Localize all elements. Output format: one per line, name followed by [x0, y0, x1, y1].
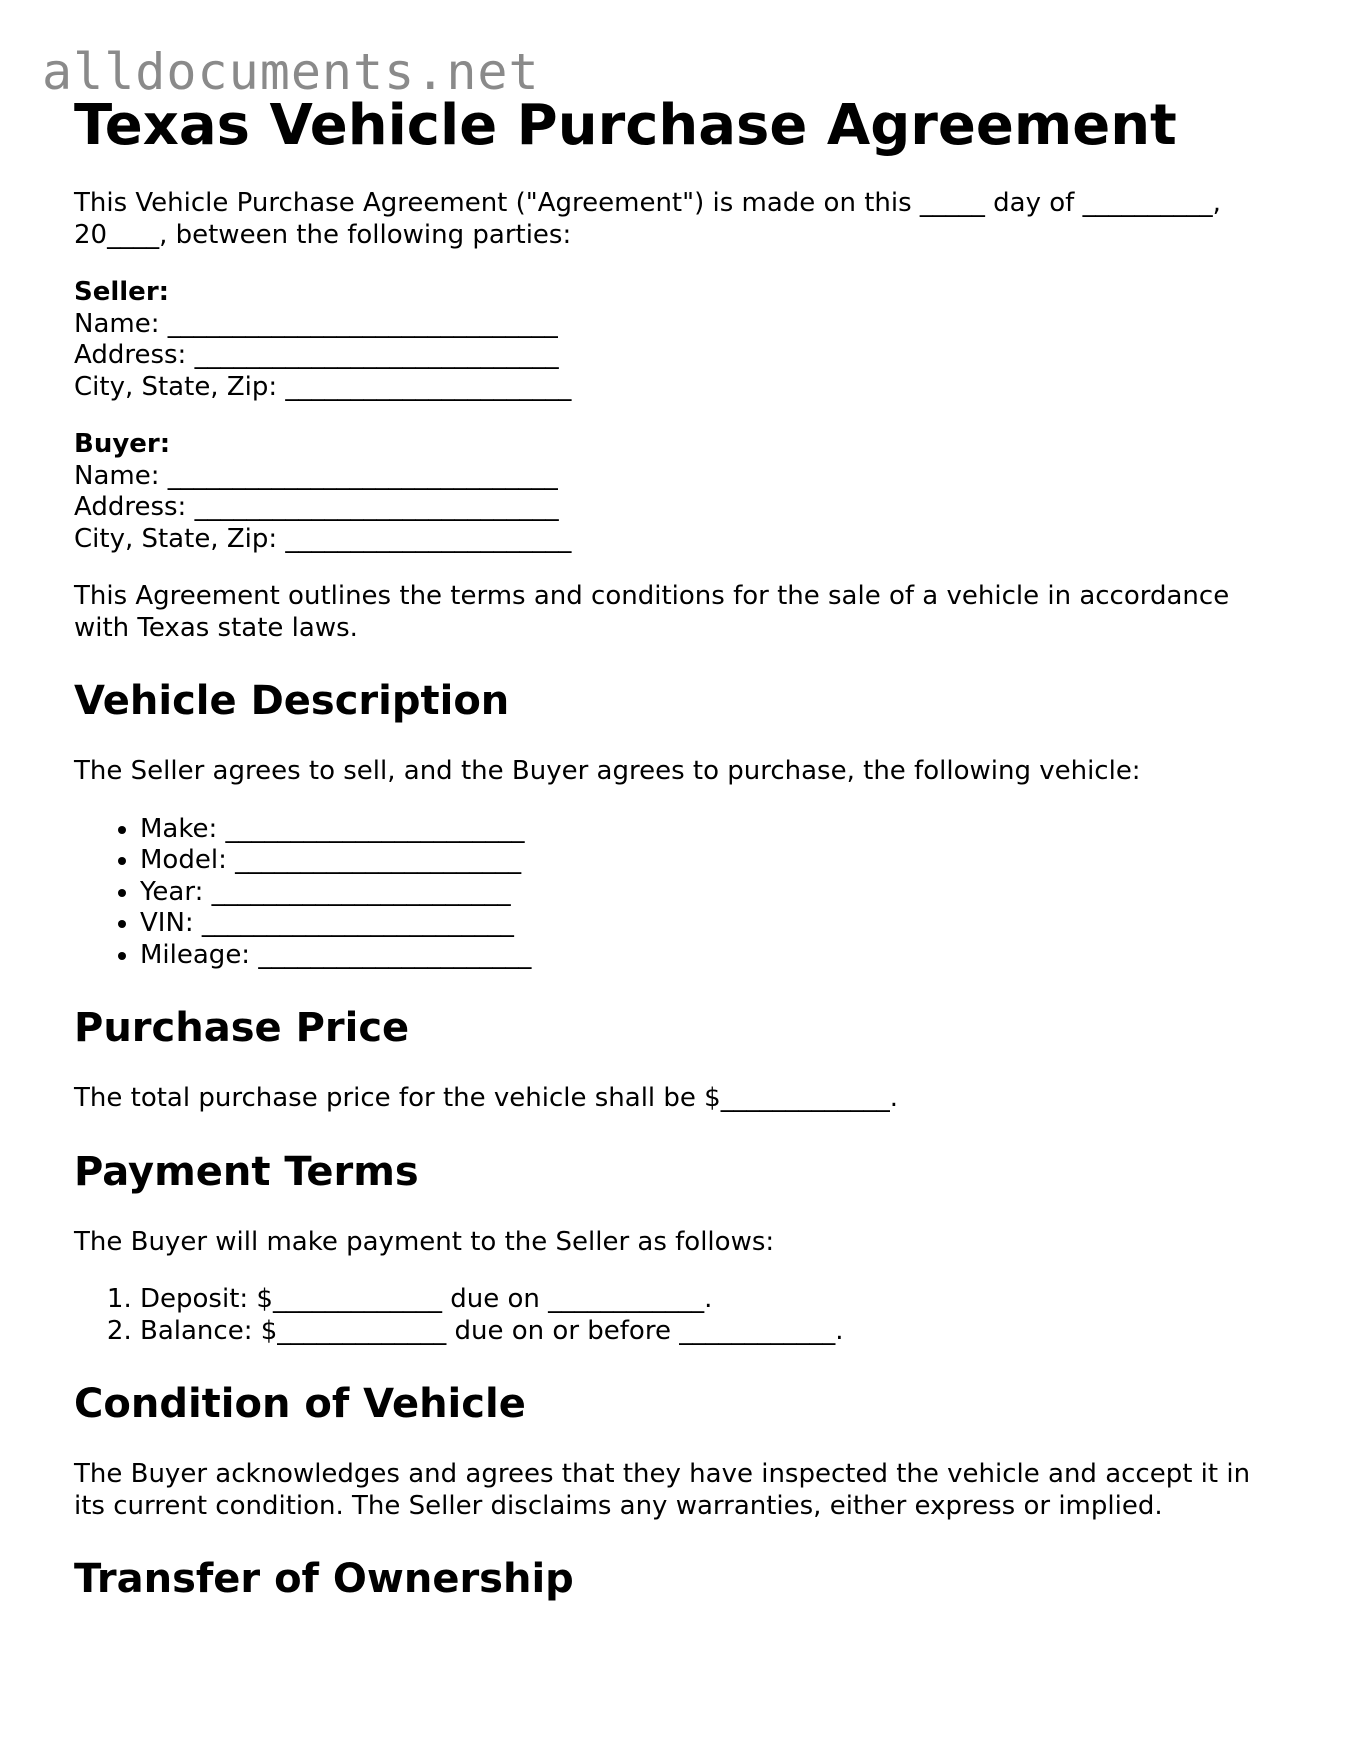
buyer-name-field: Name: ______________________________: [74, 460, 558, 491]
vehicle-make-item: • Make: _______________________: [140, 814, 1294, 846]
vehicle-vin-item: • VIN: ________________________: [140, 908, 1294, 940]
outline-paragraph: [74, 581, 1294, 644]
outline-line-2: with Texas state laws.: [74, 612, 358, 643]
intro-line-1: This Vehicle Purchase Agreement ("Agreement") is made on this _____ day of __________,: [74, 188, 1221, 218]
outline-line-1: This Agreement outlines the terms and conditions for the sale of a vehicle in accordance: [74, 581, 1230, 611]
seller-address-field: Address: ____________________________: [74, 340, 559, 370]
condition-paragraph: [74, 1459, 1294, 1522]
watermark: alldocuments.net: [42, 43, 540, 101]
payment-terms-heading: Payment Terms: [74, 1148, 419, 1195]
vehicle-details-list: [74, 814, 1294, 972]
payment-deposit-item: 1. Deposit: $_____________ due on ____________.: [140, 1284, 1294, 1316]
vehicle-mileage-item: • Mileage: _____________________: [140, 940, 1294, 972]
intro-line-2: 20____, between the following parties:: [74, 219, 572, 250]
condition-line-2: its current condition. The Seller disclaims any warranties, either express or implied.: [74, 1490, 1163, 1521]
payment-terms-text: The Buyer will make payment to the Seller as follows:: [74, 1226, 775, 1257]
vehicle-description-text: The Seller agrees to sell, and the Buyer agrees to purchase, the following vehicle:: [74, 756, 1141, 786]
seller-name-field: Name: ______________________________: [74, 308, 558, 339]
condition-heading: Condition of Vehicle: [74, 1381, 526, 1427]
buyer-heading: Buyer:: [74, 429, 171, 459]
payment-balance-item: 2. Balance: $_____________ due on or before ____________.: [140, 1316, 1294, 1348]
intro-paragraph: [74, 188, 1294, 251]
vehicle-year-item: • Year: _______________________: [140, 877, 1294, 909]
seller-city-field: City, State, Zip: ______________________: [74, 371, 572, 402]
document-title: Texas Vehicle Purchase Agreement: [74, 93, 1177, 158]
buyer-block: [74, 429, 1294, 555]
buyer-address-field: Address: ____________________________: [74, 492, 559, 522]
vehicle-model-item: • Model: ______________________: [140, 845, 1294, 877]
payment-terms-list: [74, 1284, 1294, 1347]
condition-line-1: The Buyer acknowledges and agrees that they have inspected the vehicle and accept it in: [74, 1459, 1251, 1489]
vehicle-description-heading: Vehicle Description: [74, 678, 510, 724]
purchase-price-heading: Purchase Price: [74, 1005, 410, 1051]
purchase-price-text: The total purchase price for the vehicle shall be $_____________.: [74, 1083, 898, 1113]
transfer-of-ownership-heading: Transfer of Ownership: [74, 1556, 574, 1602]
seller-heading: Seller:: [74, 277, 170, 307]
seller-block: [74, 277, 1294, 403]
buyer-city-field: City, State, Zip: ______________________: [74, 523, 572, 554]
document-body: [74, 92, 1294, 1604]
